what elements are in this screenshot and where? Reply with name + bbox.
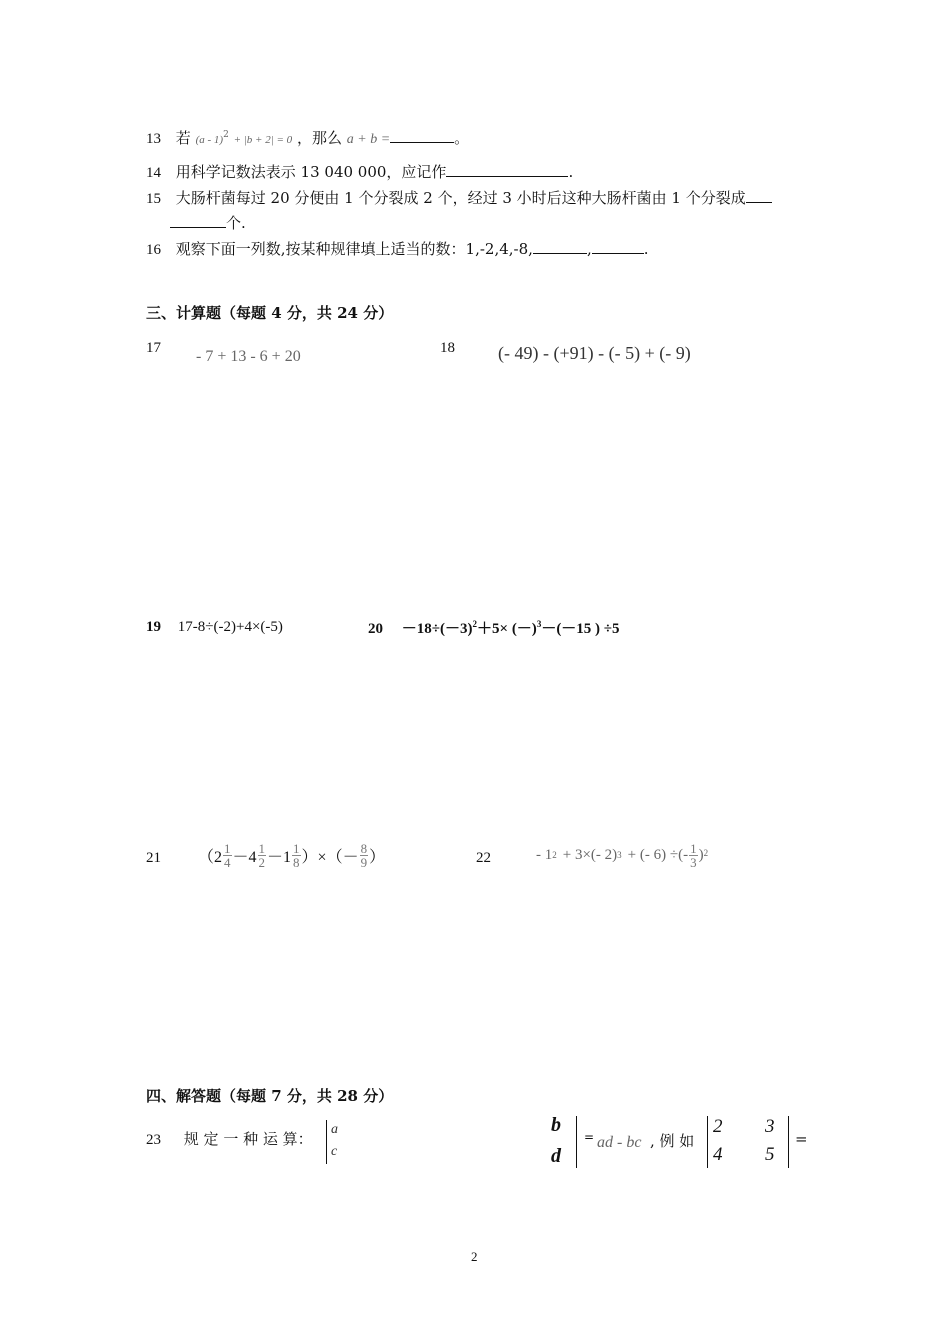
expr-part: －1 xyxy=(267,849,292,866)
equals-sign: = xyxy=(584,1130,595,1144)
question-text: 大肠杆菌每过 20 分便由 1 个分裂成 2 个，经过 3 小时后这种大肠杆菌由 1 个分裂成 xyxy=(175,189,746,207)
question-22-expression xyxy=(536,842,708,869)
matrix-entry: b xyxy=(551,1114,561,1136)
exponent: 3 xyxy=(617,850,622,860)
question-number: 19 xyxy=(146,619,161,635)
answer-blank xyxy=(446,162,568,177)
expr-part: + 3×(- 2) xyxy=(562,847,618,863)
question-number: 20 xyxy=(368,621,383,637)
question-23 xyxy=(146,1128,313,1149)
question-number: 22 xyxy=(476,850,491,866)
determinant-right-bar xyxy=(556,1116,577,1168)
question-14 xyxy=(146,161,573,182)
fraction xyxy=(689,842,698,869)
question-20-expression xyxy=(402,621,620,637)
question-text: 个. xyxy=(226,214,246,232)
matrix-entry: 2 xyxy=(713,1116,723,1137)
math-expression: a + b = xyxy=(346,132,391,147)
expr-part: ) xyxy=(698,847,704,863)
fraction xyxy=(360,842,369,869)
denominator: 8 xyxy=(293,855,300,870)
matrix-entry: 4 xyxy=(713,1144,723,1165)
expr-part: + (- 6) ÷(- xyxy=(627,847,689,863)
expr-part: （2 xyxy=(198,849,223,866)
question-text: . xyxy=(643,240,649,258)
answer-blank xyxy=(170,213,226,228)
numerator: 1 xyxy=(258,841,266,856)
question-13 xyxy=(146,127,469,148)
denominator: 3 xyxy=(690,855,697,870)
question-18-expression: (- 49) - (+91) - (- 5) + (- 9) xyxy=(498,343,691,363)
math-expression: + |b + 2| = 0 xyxy=(233,134,293,146)
question-15 xyxy=(146,187,772,208)
answer-blank xyxy=(533,239,587,254)
matrix-entry: 3 xyxy=(765,1116,775,1137)
question-text: ，那么 xyxy=(296,129,342,147)
numerator: 1 xyxy=(293,841,300,856)
question-15-line-2 xyxy=(170,212,246,233)
equals-sign: = xyxy=(795,1130,808,1148)
exponent: 2 xyxy=(703,848,709,858)
expr-part: ＋5× (－) xyxy=(477,621,537,637)
exponent: 2 xyxy=(552,850,557,860)
fraction xyxy=(292,842,301,869)
exponent: 3 xyxy=(536,619,542,629)
numerator: 8 xyxy=(360,841,368,856)
answer-blank xyxy=(390,128,454,143)
question-number: 23 xyxy=(146,1132,161,1148)
math-expression: (a - 1) xyxy=(195,134,224,146)
question-number: 17 xyxy=(146,340,161,356)
exponent: 2 xyxy=(472,619,478,629)
expr-part: －18÷(－3) xyxy=(401,621,473,637)
question-number: 18 xyxy=(440,340,455,356)
question-text: 用科学记数法表示 13 040 000，应记作 xyxy=(175,163,447,181)
question-17-expression: - 7 + 13 - 6 + 20 xyxy=(196,348,301,365)
question-text: 规 定 一 种 运 算： xyxy=(183,1130,313,1148)
denominator: 9 xyxy=(360,855,368,870)
section-3-heading: 三、计算题（每题 4 分，共 24 分） xyxy=(146,304,394,322)
question-number: 16 xyxy=(146,242,161,258)
question-number: 13 xyxy=(146,131,161,147)
formula: ad - bc xyxy=(597,1134,642,1151)
question-19 xyxy=(146,617,283,636)
expr-part: －(－15 ) ÷5 xyxy=(541,621,620,637)
denominator: 2 xyxy=(258,855,266,870)
question-16 xyxy=(146,238,649,259)
matrix-entry: 5 xyxy=(765,1144,775,1165)
page-number: 2 xyxy=(471,1249,478,1264)
exponent: 2 xyxy=(223,130,229,140)
question-21-expression xyxy=(198,842,385,869)
fraction xyxy=(258,842,267,869)
section-4-heading: 四、解答题（每题 7 分，共 28 分） xyxy=(146,1087,394,1105)
question-number: 15 xyxy=(146,191,161,207)
question-number: 14 xyxy=(146,165,161,181)
answer-blank xyxy=(592,239,644,254)
matrix-entry: c xyxy=(331,1144,338,1159)
expr-part: ） xyxy=(369,849,386,866)
answer-blank xyxy=(746,188,772,203)
question-number: 21 xyxy=(146,850,161,866)
matrix-entry: d xyxy=(551,1145,561,1167)
question-text: 若 xyxy=(175,129,191,147)
fraction xyxy=(223,842,232,869)
question-text: 观察下面一列数,按某种规律填上适当的数：1,-2,4,-8, xyxy=(175,240,533,258)
example-label: , 例 如 xyxy=(650,1132,695,1150)
denominator: 4 xyxy=(224,855,231,870)
question-19-expression: 17-8÷(-2)+4×(-5) xyxy=(177,619,283,635)
question-text: . xyxy=(568,163,574,181)
expr-part: - 1 xyxy=(536,847,553,863)
matrix-entry: a xyxy=(331,1122,338,1137)
question-20 xyxy=(368,617,620,638)
expr-part: ）×（－ xyxy=(301,849,359,866)
numerator: 1 xyxy=(224,841,231,856)
question-text: 。 xyxy=(454,129,470,147)
expr-part: －4 xyxy=(232,849,257,866)
question-text: , xyxy=(586,240,592,258)
numerator: 1 xyxy=(690,841,697,856)
